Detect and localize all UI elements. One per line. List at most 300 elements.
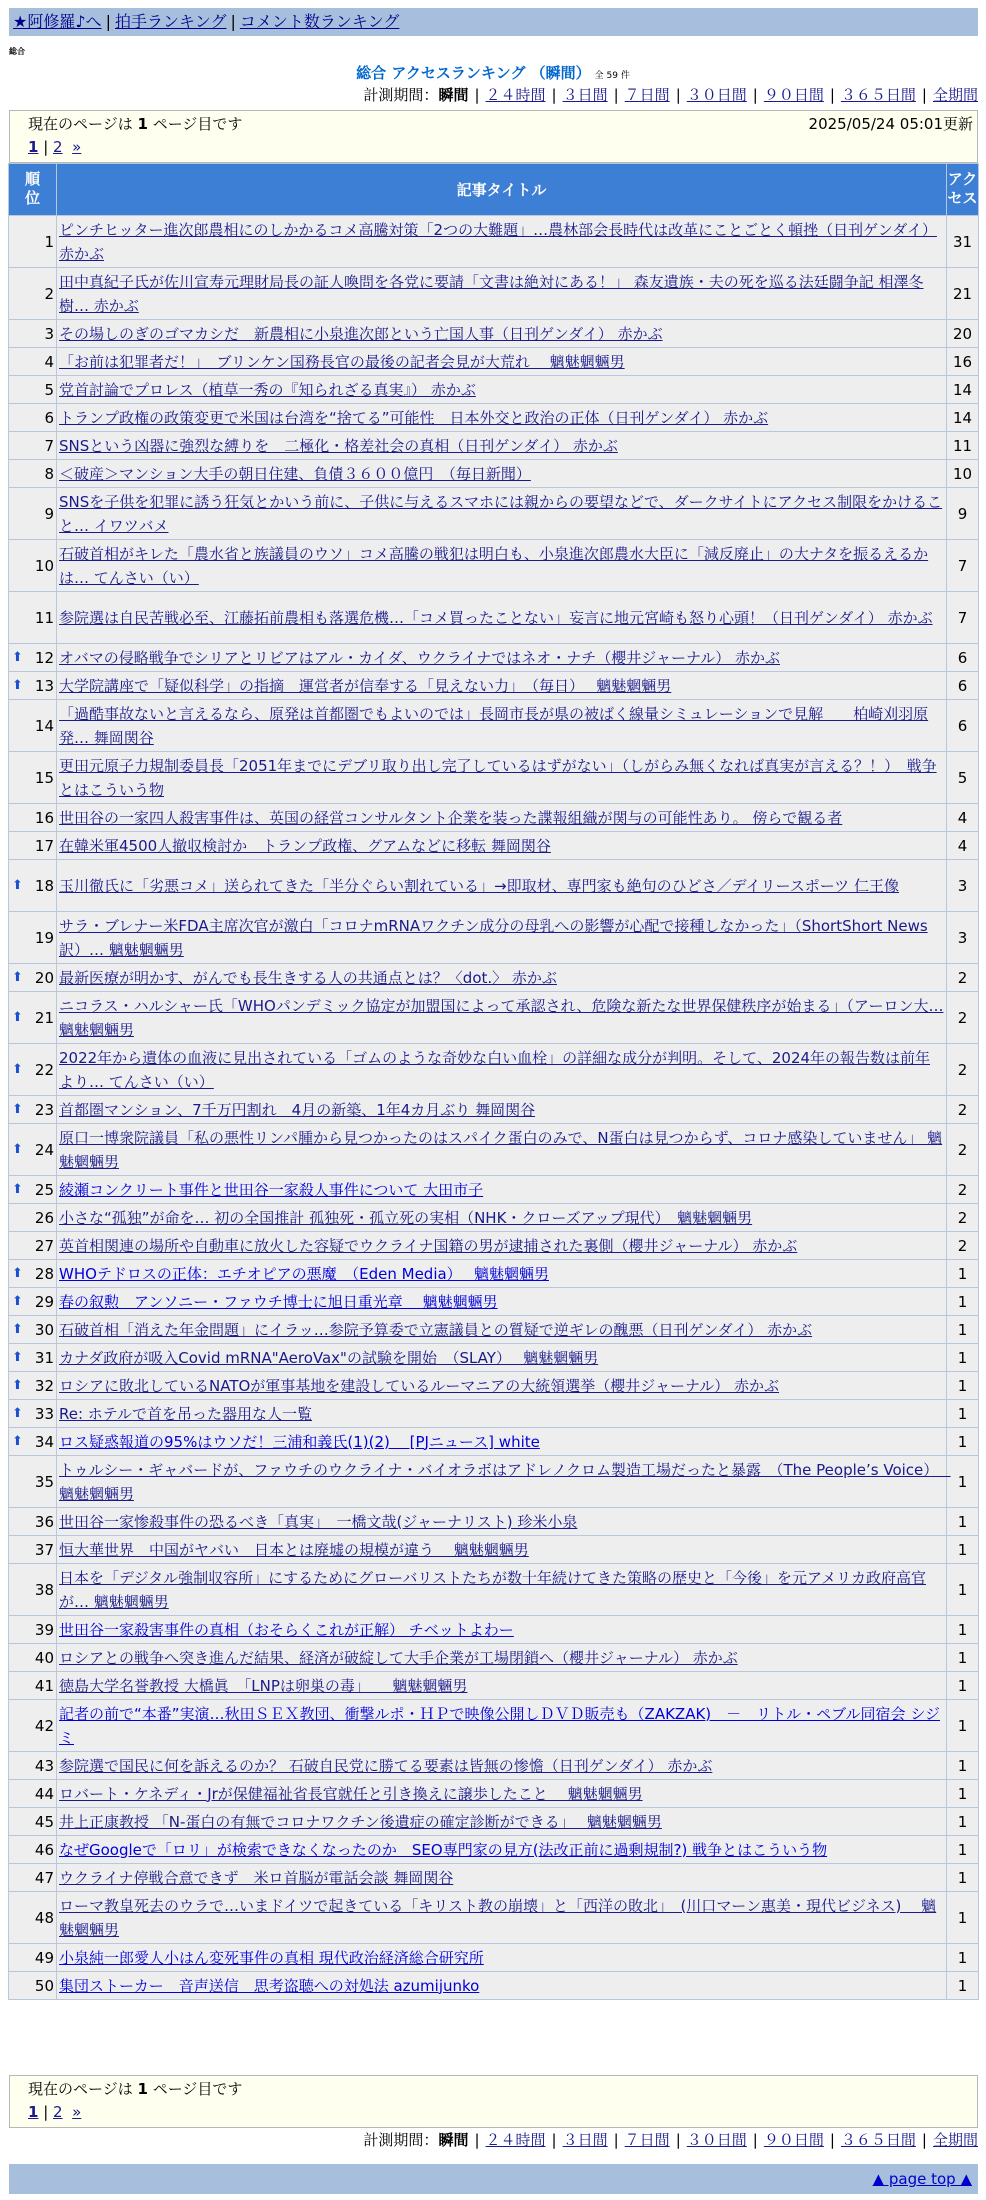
footer-bar: [9, 2164, 978, 2194]
article-link[interactable]: 徳島大学名誉教授 大橋眞 「LNPは卵巣の毒」 魑魅魍魎男: [59, 1676, 468, 1695]
period-all[interactable]: 全期間: [932, 86, 978, 104]
table-row: [9, 1644, 979, 1672]
period-current: 瞬間: [438, 86, 469, 104]
table-row: [9, 804, 979, 832]
article-link[interactable]: 大学院講座で「疑似科学」の指摘 運営者が信奉する「見えない力」 （毎日） 魑魅魍魎男: [59, 676, 672, 695]
access-count: 1: [947, 1892, 979, 1944]
title-cell: [57, 1204, 947, 1232]
page-link-2[interactable]: 2: [53, 138, 63, 156]
rank-number: 35: [34, 1472, 54, 1491]
table-row: [9, 1508, 979, 1536]
rank-cell: [9, 964, 57, 992]
article-link[interactable]: ピンチヒッター進次郎農相にのしかかるコメ高騰対策「2つの大難題」…農林部会長時代は改革にことごとく頓挫（日刊ゲンダイ） 赤かぶ: [59, 220, 937, 263]
up-arrow-icon: ⬆: [12, 1405, 23, 1421]
access-count: 1: [947, 1672, 979, 1700]
title-cell: [57, 1372, 947, 1400]
table-row: [9, 992, 979, 1044]
page-link-1-bottom[interactable]: 1: [28, 2103, 39, 2121]
rank-number: 34: [34, 1432, 54, 1451]
rank-number: 2: [44, 284, 54, 303]
table-row: [9, 1752, 979, 1780]
rank-number: 29: [34, 1292, 54, 1311]
rank-number: 39: [34, 1620, 54, 1639]
access-count: 2: [947, 1232, 979, 1260]
article-link[interactable]: ロシアとの戦争へ突き進んだ結果、経済が破綻して大手企業が工場閉鎖へ（櫻井ジャーナル） 赤かぶ: [59, 1648, 738, 1667]
title-cell: [57, 1232, 947, 1260]
article-link[interactable]: なぜGoogleで「ロリ」が検索できなくなったのか SEO専門家の見方(法改正前に過剰規制?) 戦争とはこういう物: [59, 1840, 828, 1859]
applause-ranking-link[interactable]: 拍手ランキング: [114, 12, 227, 31]
title-cell: [57, 320, 947, 348]
title-cell: [57, 460, 947, 488]
article-link[interactable]: Re: ホテルで首を吊った器用な人一覧: [59, 1404, 313, 1423]
rank-number: 28: [34, 1264, 54, 1283]
title-cell: [57, 832, 947, 860]
rank-cell: [9, 216, 57, 268]
article-link[interactable]: ロシアに敗北しているNATOが軍事基地を建設しているルーマニアの大統領選挙（櫻井ジャーナル） 赤かぶ: [59, 1376, 780, 1395]
rank-number: 26: [34, 1208, 54, 1227]
title-cell: [57, 404, 947, 432]
article-link[interactable]: 「お前は犯罪者だ！」 ブリンケン国務長官の最後の記者会見が大荒れ 魑魅魍魎男: [59, 352, 625, 371]
title-cell: [57, 1260, 947, 1288]
rank-cell: [9, 376, 57, 404]
rank-number: 12: [34, 648, 54, 667]
title-cell: [57, 1096, 947, 1124]
period-90d[interactable]: ９０日間: [763, 86, 824, 104]
access-count: 1: [947, 1344, 979, 1372]
article-link[interactable]: 石破首相「消えた年金問題」にイラッ…参院予算委で立憲議員との質疑で逆ギレの醜悪（日刊ゲンダイ） 赤かぶ: [59, 1320, 813, 1339]
rank-cell: [9, 672, 57, 700]
table-row: [9, 1260, 979, 1288]
access-count: 2: [947, 1044, 979, 1096]
title-cell: [57, 376, 947, 404]
rank-cell: [9, 540, 57, 592]
table-row: [9, 1780, 979, 1808]
access-count: 1: [947, 1508, 979, 1536]
rank-cell: [9, 404, 57, 432]
table-row: [9, 404, 979, 432]
period-current-bottom: 瞬間: [438, 2131, 469, 2149]
access-count: 2: [947, 1096, 979, 1124]
rank-cell: [9, 1096, 57, 1124]
rank-cell: [9, 832, 57, 860]
article-link[interactable]: 参院選で国民に何を訴えるのか？ 石破自民党に勝てる要素は皆無の惨憺（日刊ゲンダイ） 赤かぶ: [59, 1756, 713, 1775]
table-row: [9, 460, 979, 488]
article-link[interactable]: 参院選は自民苦戦必至、江藤拓前農相も落選危機…「コメ買ったことない」妄言に地元宮崎も怒り心頭！（日刊ゲンダイ） 赤かぶ: [59, 608, 933, 627]
access-count: 1: [947, 1456, 979, 1508]
title-cell: [57, 540, 947, 592]
title-cell: [57, 1644, 947, 1672]
title-cell: [57, 592, 947, 644]
rank-number: 24: [34, 1140, 54, 1159]
col-rank-header: 順位: [9, 164, 57, 216]
pager-bottom: 1 | 2 »: [28, 2103, 82, 2121]
title-cell: [57, 1124, 947, 1176]
rank-number: 44: [34, 1784, 54, 1803]
up-arrow-icon: ⬆: [12, 1433, 23, 1449]
period-all-bottom[interactable]: 全期間: [932, 2131, 978, 2149]
article-link[interactable]: 日本を「デジタル強制収容所」にするためにグローバリストたちが数十年続けてきた策略の歴史と「今後」を元アメリカ政府高官が… 魑魅魍魎男: [59, 1568, 927, 1611]
table-row: [9, 348, 979, 376]
table-row: [9, 1564, 979, 1616]
access-count: 1: [947, 1564, 979, 1616]
title-cell: [57, 1752, 947, 1780]
title-cell: [57, 1780, 947, 1808]
access-count: 1: [947, 1972, 979, 2000]
title-cell: [57, 1808, 947, 1836]
rank-cell: [9, 488, 57, 540]
article-link[interactable]: 「過酷事故ないと言えるなら、原発は首都圏でもよいのでは」長岡市長が県の被ばく線量シミュレーションで見解 柏崎刈羽原発… 舞岡関谷: [59, 704, 929, 747]
access-count: 1: [947, 1372, 979, 1400]
access-count: 1: [947, 1428, 979, 1456]
rank-number: 27: [34, 1236, 54, 1255]
up-arrow-icon: ⬆: [12, 1181, 23, 1197]
access-count: 21: [947, 268, 979, 320]
access-count: 2: [947, 1176, 979, 1204]
table-row: [9, 432, 979, 460]
title-cell: [57, 964, 947, 992]
article-link[interactable]: 集団ストーカー 音声送信 思考盗聴への対処法 azumijunko: [59, 1976, 480, 1995]
table-row: [9, 1808, 979, 1836]
period-24h[interactable]: ２４時間: [485, 86, 546, 104]
period-3d[interactable]: ３日間: [562, 86, 608, 104]
up-arrow-icon: ⬆: [12, 1349, 23, 1365]
access-count: 1: [947, 1644, 979, 1672]
page-link-2-bottom[interactable]: 2: [53, 2103, 63, 2121]
article-link[interactable]: ロバート・ケネディ・Jrが保健福祉省長官就任と引き換えに譲歩したこと 魑魅魍魎男: [59, 1784, 643, 1803]
rank-cell: [9, 348, 57, 376]
col-title-header: 記事タイトル: [57, 164, 947, 216]
article-link[interactable]: ロス疑惑報道の95%はウソだ！三浦和義氏(1)(2) [PJニュース] white: [59, 1432, 540, 1451]
article-link[interactable]: 恒大華世界 中国がヤバい 日本とは廃墟の規模が違う 魑魅魍魎男: [59, 1540, 529, 1559]
table-row: [9, 488, 979, 540]
article-link[interactable]: 原口一博衆院議員「私の悪性リンパ腫から見つかったのはスパイク蛋白のみで、N蛋白は見つからず、コロナ感染していません」 魑魅魍魎男: [59, 1128, 943, 1171]
article-link[interactable]: カナダ政府が吸入Covid mRNA"AeroVax"の試験を開始 （SLAY） 魑魅魍魎男: [59, 1348, 599, 1367]
article-link[interactable]: 玉川徹氏に「劣悪コメ」送られてきた「半分ぐらい割れている」→即取材、専門家も絶句のひどさ／デイリースポーツ 仁王像: [59, 876, 899, 895]
title-cell: [57, 1892, 947, 1944]
access-count: 11: [947, 432, 979, 460]
table-row: [9, 832, 979, 860]
article-link[interactable]: ＜破産＞マンション大手の朝日住建、負債３６００億円 （毎日新聞）: [59, 464, 531, 483]
table-row: [9, 1288, 979, 1316]
table-row: [9, 1700, 979, 1752]
access-count: 10: [947, 460, 979, 488]
article-link[interactable]: 世田谷一家殺害事件の真相（おそらくこれが正解） チベットよわー: [59, 1620, 514, 1639]
rank-number: 9: [44, 504, 54, 523]
up-arrow-icon: ⬆: [12, 969, 23, 985]
rank-number: 32: [34, 1376, 54, 1395]
ranking-table: [8, 163, 979, 2000]
title-cell: [57, 216, 947, 268]
rank-number: 47: [34, 1868, 54, 1887]
title-cell: [57, 1044, 947, 1096]
rank-number: 4: [44, 352, 54, 371]
rank-cell: [9, 1232, 57, 1260]
table-row: [9, 1892, 979, 1944]
page-title: [0, 62, 986, 83]
rank-cell: [9, 1752, 57, 1780]
table-row: [9, 1096, 979, 1124]
rank-number: 15: [34, 768, 54, 787]
up-arrow-icon: ⬆: [12, 1377, 23, 1393]
period-30d[interactable]: ３０日間: [686, 86, 747, 104]
rank-cell: [9, 1972, 57, 2000]
page-status-bottom: 現在のページは 1 ページ目です: [28, 2080, 243, 2098]
rank-cell: [9, 700, 57, 752]
period-selector-top: 計測期間：瞬間 | ２４時間 | ３日間 | ７日間 | ３０日間 | ９０日間 | ３６５日間 | 全期間: [363, 86, 978, 104]
table-row: [9, 1672, 979, 1700]
article-link[interactable]: 党首討論でプロレス（植草一秀の『知られざる真実』） 赤かぶ: [59, 380, 476, 399]
title-cell: [57, 644, 947, 672]
rank-number: 31: [34, 1348, 54, 1367]
access-count: 14: [947, 376, 979, 404]
rank-cell: [9, 1892, 57, 1944]
page-info-top: [9, 110, 978, 163]
updated-time: 2025/05/24 05:01更新: [808, 115, 973, 133]
pager-top: 1 | 2 »: [28, 138, 82, 156]
title-cell: [57, 1700, 947, 1752]
rank-cell: [9, 1808, 57, 1836]
table-row: [9, 1864, 979, 1892]
title-cell: [57, 1344, 947, 1372]
rank-number: 1: [44, 232, 54, 251]
period-selector-bottom: 計測期間：瞬間 | ２４時間 | ３日間 | ７日間 | ３０日間 | ９０日間 | ３６５日間 | 全期間: [363, 2131, 978, 2149]
period-label: 計測期間：: [363, 86, 439, 104]
table-row: [9, 1944, 979, 1972]
period-30d-bottom[interactable]: ３０日間: [686, 2131, 747, 2149]
page-status: 現在のページは 1 ページ目です: [28, 115, 243, 133]
title-cell: [57, 1536, 947, 1564]
article-link[interactable]: SNSを子供を犯罪に誘う狂気とかいう前に、子供に与えるスマホには親からの要望などで、ダークサイトにアクセス制限をかけること… イワツバメ: [59, 492, 943, 535]
rank-number: 45: [34, 1812, 54, 1831]
up-arrow-icon: ⬆: [12, 1321, 23, 1337]
rank-number: 3: [44, 324, 54, 343]
up-arrow-icon: ⬆: [12, 1265, 23, 1281]
title-cell: [57, 992, 947, 1044]
table-row: [9, 540, 979, 592]
rank-cell: [9, 1700, 57, 1752]
title-cell: [57, 1176, 947, 1204]
table-row: [9, 1428, 979, 1456]
rank-cell: [9, 1672, 57, 1700]
article-link[interactable]: 英首相関連の場所や自動車に放火した容疑でウクライナ国籍の男が逮捕された裏側（櫻井ジャーナル） 赤かぶ: [59, 1236, 798, 1255]
period-3d-bottom[interactable]: ３日間: [562, 2131, 608, 2149]
access-count: 1: [947, 1700, 979, 1752]
title-cell: [57, 1508, 947, 1536]
title-cell: [57, 804, 947, 832]
article-link[interactable]: WHOテドロスの正体：エチオピアの悪魔 （Eden Media） 魑魅魍魎男: [59, 1264, 549, 1283]
title-cell: [57, 1456, 951, 1508]
rank-cell: [9, 1176, 57, 1204]
page-link-1[interactable]: 1: [28, 138, 39, 156]
article-link[interactable]: サラ・ブレナー米FDA主席次官が激白「コロナmRNAワクチン成分の母乳への影響が心配で接種しなかった」（ShortShort News訳）… 魑魅魍魎男: [59, 916, 928, 959]
access-count: 9: [947, 488, 979, 540]
table-row: [9, 268, 979, 320]
article-link[interactable]: 首都圏マンション、7千万円割れ 4月の新築、1年4カ月ぶり 舞岡関谷: [59, 1100, 536, 1119]
up-arrow-icon: ⬆: [12, 1293, 23, 1309]
title-cell: [57, 1316, 947, 1344]
rank-number: 5: [44, 380, 54, 399]
rank-number: 11: [34, 608, 54, 627]
title-cell: [57, 432, 947, 460]
rank-number: 49: [34, 1948, 54, 1967]
rank-cell: [9, 1204, 57, 1232]
next-page-link[interactable]: »: [72, 138, 82, 156]
table-row: [9, 1972, 979, 2000]
article-link[interactable]: 小泉純一郎愛人小はん変死事件の真相 現代政治経済総合研究所: [59, 1948, 484, 1967]
article-link[interactable]: 世田谷一家惨殺事件の恐るべき「真実」 一橋文哉(ジャーナリスト) 珍米小泉: [59, 1512, 578, 1531]
rank-cell: [9, 592, 57, 644]
article-link[interactable]: トゥルシー・ギャバードが、ファウチのウクライナ・バイオラボはアドレノクロム製造工場だったと暴露 （The People’s Voice） 魑魅魍魎男: [59, 1460, 951, 1503]
page-title-text: 総合 アクセスランキング （瞬間）: [356, 64, 591, 82]
article-link[interactable]: ローマ教皇死去のウラで…いまドイツで起きている「キリスト教の崩壊」と「西洋の敗北」 (川口マーン惠美・現代ビジネス) 魑魅魍魎男: [59, 1896, 937, 1939]
period-7d[interactable]: ７日間: [624, 86, 670, 104]
col-access-header: アクセス: [947, 164, 979, 216]
table-row: [9, 752, 979, 804]
title-cell: [57, 860, 947, 912]
title-cell: [57, 1944, 947, 1972]
rank-number: 30: [34, 1320, 54, 1339]
title-cell: [57, 912, 947, 964]
home-link[interactable]: ★阿修羅♪へ: [13, 12, 102, 31]
access-count: 1: [947, 1944, 979, 1972]
article-link[interactable]: オバマの侵略戦争でシリアとリビアはアル・カイダ、ウクライナではネオ・ナチ（櫻井ジャーナル） 赤かぶ: [59, 648, 781, 667]
article-link[interactable]: ウクライナ停戦合意できず 米ロ首脳が電話会談 舞岡関谷: [59, 1868, 454, 1887]
article-link[interactable]: 田中真紀子氏が佐川宣寿元理財局長の証人喚問を各党に要請「文書は絶対にある！」 森友遺族・夫の死を巡る法廷闘争記 相澤冬樹… 赤かぶ: [59, 272, 924, 315]
rank-cell: [9, 1508, 57, 1536]
rank-cell: [9, 1864, 57, 1892]
category-label: 総合: [9, 47, 25, 56]
rank-number: 16: [34, 808, 54, 827]
rank-cell: [9, 1536, 57, 1564]
rank-cell: [9, 1400, 57, 1428]
access-count: 20: [947, 320, 979, 348]
access-count: 1: [947, 1836, 979, 1864]
title-cell: [57, 268, 947, 320]
rank-number: 36: [34, 1512, 54, 1531]
rank-number: 21: [34, 1008, 54, 1027]
table-row: [9, 700, 979, 752]
rank-number: 13: [34, 676, 54, 695]
nav-separator: |: [230, 12, 236, 31]
nav-separator: |: [105, 12, 111, 31]
table-row: [9, 376, 979, 404]
top-nav-bar: [9, 8, 978, 36]
up-arrow-icon: ⬆: [12, 677, 23, 693]
article-link[interactable]: 2022年から遺体の血液に見出されている「ゴムのような奇妙な白い血栓」の詳細な成分が判明。そして、2024年の報告数は前年より… てんさい（い）: [59, 1048, 931, 1091]
article-link[interactable]: 在韓米軍4500人撤収検討か トランプ政権、グアムなどに移転 舞岡関谷: [59, 836, 551, 855]
access-count: 3: [947, 912, 979, 964]
table-row: [9, 1536, 979, 1564]
article-link[interactable]: 記者の前で“本番”実演…秋田ＳＥＸ教団、衝撃ルポ・ＨＰで映像公開しＤＶＤ販売も（ZAKZAK) － リトル・ペブル同宿会 シジミ: [59, 1704, 940, 1747]
page-top-link[interactable]: ▲ page top ▲: [872, 2170, 972, 2188]
article-link[interactable]: 世田谷の一家四人殺害事件は、英国の経営コンサルタント企業を装った諜報組織が関与の可能性あり。 傍らで観る者: [59, 808, 843, 827]
rank-cell: [9, 460, 57, 488]
article-link[interactable]: ニコラス・ハルシャー氏「WHOパンデミック協定が加盟国によって承認され、危険な新たな世界保健秩序が始まる」（アーロン大… 魑魅魍魎男: [59, 996, 944, 1039]
article-link[interactable]: トランプ政権の政策変更で米国は台湾を“捨てる”可能性 日本外交と政治の正体（日刊ゲンダイ） 赤かぶ: [59, 408, 769, 427]
table-row: [9, 912, 979, 964]
access-count: 2: [947, 964, 979, 992]
rank-number: 40: [34, 1648, 54, 1667]
rank-number: 17: [34, 836, 54, 855]
table-row: [9, 1316, 979, 1344]
article-link[interactable]: 最新医療が明かす、がんでも長生きする人の共通点とは？〈dot.〉 赤かぶ: [59, 968, 557, 987]
title-cell: [57, 1864, 947, 1892]
article-link[interactable]: 井上正康教授 「N-蛋白の有無でコロナワクチン後遺症の確定診断ができる」 魑魅魍魎男: [59, 1812, 662, 1831]
table-row: [9, 644, 979, 672]
ranking-header-row: [9, 164, 979, 216]
rank-cell: [9, 860, 57, 912]
title-cell: [57, 1972, 947, 2000]
article-link[interactable]: 綾瀬コンクリート事件と世田谷一家殺人事件について 大田市子: [59, 1180, 484, 1199]
rank-number: 43: [34, 1756, 54, 1775]
article-link[interactable]: 更田元原子力規制委員長「2051年までにデブリ取り出し完了しているはずがない」（しがらみ無くなれば真実が言える？！） 戦争とはこういう物: [59, 756, 937, 799]
access-count: 6: [947, 672, 979, 700]
access-count: 6: [947, 644, 979, 672]
rank-number: 41: [34, 1676, 54, 1695]
table-row: [9, 1836, 979, 1864]
rank-cell: [9, 1644, 57, 1672]
access-count: 1: [947, 1288, 979, 1316]
access-count: 1: [947, 1536, 979, 1564]
article-link[interactable]: 小さな“孤独”が命を… 初の全国推計 孤独死・孤立死の実相（NHK・クローズアップ現代） 魑魅魍魎男: [59, 1208, 753, 1227]
up-arrow-icon: ⬆: [12, 1009, 23, 1025]
next-page-link-bottom[interactable]: »: [72, 2103, 82, 2121]
comment-ranking-link[interactable]: コメント数ランキング: [239, 12, 400, 31]
rank-cell: [9, 1428, 57, 1456]
title-cell: [57, 672, 947, 700]
period-24h-bottom[interactable]: ２４時間: [485, 2131, 546, 2149]
rank-cell: [9, 1316, 57, 1344]
title-cell: [57, 1564, 947, 1616]
rank-cell: [9, 1124, 57, 1176]
title-cell: [57, 1288, 947, 1316]
period-365d-bottom[interactable]: ３６５日間: [840, 2131, 916, 2149]
title-cell: [57, 1616, 947, 1644]
rank-number: 14: [34, 716, 54, 735]
rank-cell: [9, 804, 57, 832]
rank-cell: [9, 752, 57, 804]
article-link[interactable]: その場しのぎのゴマカシだ 新農相に小泉進次郎という亡国人事（日刊ゲンダイ） 赤かぶ: [59, 324, 663, 343]
access-count: 6: [947, 700, 979, 752]
access-count: 7: [947, 540, 979, 592]
rank-cell: [9, 992, 57, 1044]
rank-cell: [9, 320, 57, 348]
article-link[interactable]: 春の叙勲 アンソニー・ファウチ博士に旭日重光章 魑魅魍魎男: [59, 1292, 498, 1311]
article-link[interactable]: 石破首相がキレた「農水省と族議員のウソ」コメ高騰の戦犯は明白も、小泉進次郎農水大臣に「減反廃止」の大ナタを振るえるかは… てんさい（い）: [59, 544, 929, 587]
rank-cell: [9, 644, 57, 672]
access-count: 1: [947, 1260, 979, 1288]
rank-number: 8: [44, 464, 54, 483]
title-cell: [57, 488, 947, 540]
rank-number: 23: [34, 1100, 54, 1119]
rank-number: 38: [34, 1580, 54, 1599]
rank-number: 50: [34, 1976, 54, 1995]
article-link[interactable]: SNSという凶器に強烈な縛りを 二極化・格差社会の真相（日刊ゲンダイ） 赤かぶ: [59, 436, 618, 455]
table-row: [9, 216, 979, 268]
title-cell: [57, 1836, 947, 1864]
rank-number: 33: [34, 1404, 54, 1423]
rank-cell: [9, 268, 57, 320]
title-cell: [57, 1400, 947, 1428]
table-row: [9, 1456, 979, 1508]
table-row: [9, 1204, 979, 1232]
period-7d-bottom[interactable]: ７日間: [624, 2131, 670, 2149]
rank-cell: [9, 1616, 57, 1644]
table-row: [9, 1232, 979, 1260]
period-365d[interactable]: ３６５日間: [840, 86, 916, 104]
table-row: [9, 672, 979, 700]
period-90d-bottom[interactable]: ９０日間: [763, 2131, 824, 2149]
